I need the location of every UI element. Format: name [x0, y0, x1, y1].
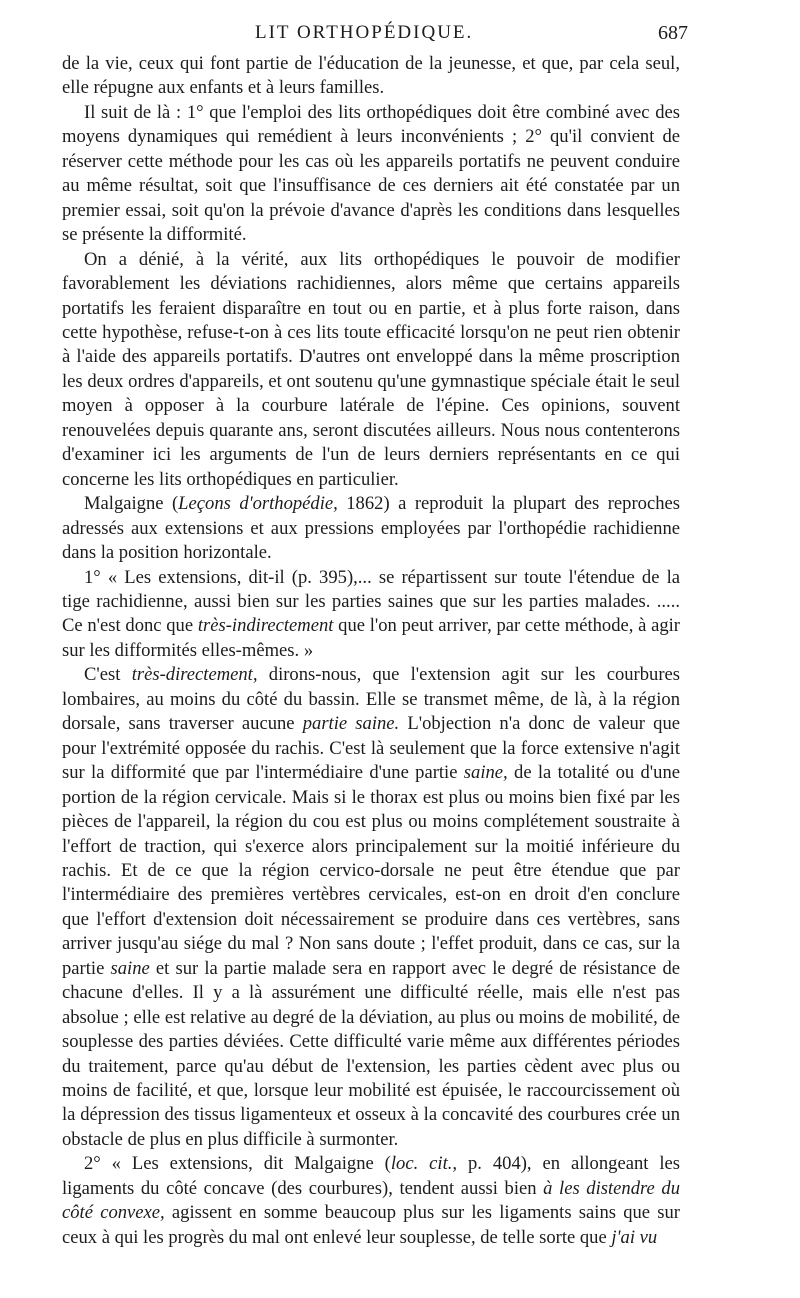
italic-text: Leçons d'orthopédie,: [178, 493, 338, 515]
paragraph: [62, 248, 680, 493]
italic-text: partie saine.: [302, 713, 400, 735]
paragraph: [62, 566, 680, 664]
text-run: dirons-nous, que l'extension agit sur les courbures lombaires, au moins du côté du bassin. Elle se transmet même, de là, à la région dorsale, sans traverser aucune: [62, 664, 681, 735]
text-run: 1862) a reproduit la plupart des reproches adressés aux extensions et aux pressions employées par l'orthopédie rachidienne dans la position horizontale.: [62, 493, 680, 564]
italic-text: très-indirectement: [197, 615, 334, 637]
text-run: agissent en somme beaucoup plus sur les ligaments sains que sur ceux à qui les progrès du mal ont enlevé leur souplesse, de telle sorte que: [62, 1202, 680, 1248]
paragraph: [62, 1152, 680, 1250]
paragraph: [62, 492, 680, 565]
paragraph: [62, 101, 680, 248]
page-header: [255, 22, 688, 52]
page-number: 687: [658, 22, 688, 44]
paragraph: [62, 663, 680, 1152]
text-run: L'objection n'a donc de valeur que pour l'extrémité opposée du rachis. C'est là seulement que la force extensive n'agit sur la difformité que par l'intermédiaire d'une partie: [62, 713, 680, 784]
text-run: C'est: [84, 664, 132, 686]
paragraph: [62, 52, 680, 101]
text-run: 2° « Les extensions, dit Malgaigne (: [84, 1153, 391, 1175]
italic-text: saine,: [463, 762, 508, 784]
text-run: de la vie, ceux qui font partie de l'éducation de la jeunesse, et que, par cela seul, elle répugne aux enfants et à leurs familles.: [62, 53, 680, 99]
italic-text: à les distendre du côté convexe,: [62, 1177, 680, 1224]
text-run: de la totalité ou d'une portion de la région cervicale. Mais si le thorax est plus ou moins bien fixé par les pièces de l'appareil, la région du cou est plus ou moins complétement soustraite à l'effort de traction, qui s'exerce alors principalement sur la moitié inférieure du rachis. Et de ce que la région cervico-dorsale ne peut être étendue que par l'intermédiaire des premières vertèbres cervicales, est-on en droit d'en conclure que l'effort d'extension doit nécessairement se produire dans ces vertèbres, sans arriver jusqu'au siége du mal ? Non sans doute ; l'effet produit, dans ce cas, sur la partie: [62, 762, 680, 979]
italic-text: loc. cit.,: [390, 1153, 458, 1175]
running-title: LIT ORTHOPÉDIQUE.: [255, 22, 474, 43]
italic-text: j'ai vu: [611, 1226, 658, 1248]
text-run: p. 404), en allongeant les ligaments du côté concave (des courbures), tendent aussi bien: [62, 1153, 680, 1199]
text-run: Il suit de là : 1° que l'emploi des lits orthopédiques doit être combiné avec des moyens dynamiques qui remédient à leurs inconvénients ; 2° qu'il convient de réserver cette méthode pour les cas où les appareils portatifs ne peuvent conduire au même résultat, soit que l'insuffisance de ces derniers ait été constatée par un premier essai, soit qu'on la prévoie d'avance d'après les conditions dans lesquelles se présente la difformité.: [62, 101, 680, 246]
body-text: [62, 52, 680, 1250]
text-run: On a dénié, à la vérité, aux lits orthopédiques le pouvoir de modifier favorablement les déviations rachidiennes, alors même que certains appareils portatifs les feraient disparaître en tout ou en partie, et à plus forte raison, dans cette hypothèse, refuse-t-on à ces lits toute efficacité lorsqu'on ne peut rien obtenir à l'aide des appareils portatifs. D'autres ont enveloppé dans la même proscription les deux ordres d'appareils, et ont soutenu qu'une gymnastique spéciale était le seul moyen à opposer à la courbure latérale de l'épine. Ces opinions, souvent renouvelées depuis quarante ans, seront discutées ailleurs. Nous nous contenterons d'examiner ici les arguments de l'un de leurs derniers représentants en ce qui concerne les lits orthopédiques en particulier.: [62, 248, 680, 490]
text-run: Malgaigne (: [84, 493, 179, 515]
italic-text: saine: [110, 957, 150, 979]
text-run: 1° « Les extensions, dit-il (p. 395),... se répartissent sur toute l'étendue de la tige rachidienne, aussi bien sur les parties saines que sur les parties malades. ..... Ce n'est donc que: [62, 566, 680, 637]
text-run: et sur la partie malade sera en rapport avec le degré de résistance de chacune d'elles. Il y a là assurément une difficulté réelle, mais elle n'est pas absolue ; elle est relative au degré de la déviation, au plus ou moins de mobilité, de souplesse des parties déviées. Cette difficulté varie même aux différentes périodes du traitement, parce qu'au début de l'extension, les parties cèdent avec plus ou moins de facilité, et que, lorsque leur mobilité est épuisée, le raccourcissement où la dépression des tissus ligamenteux et osseux à la concavité des courbures crée un obstacle de plus en plus difficile à surmonter.: [62, 957, 680, 1150]
italic-text: très-directement,: [131, 664, 258, 686]
text-run: que l'on peut arriver, par cette méthode, à agir sur les difformités elles-mêmes. »: [62, 615, 680, 661]
